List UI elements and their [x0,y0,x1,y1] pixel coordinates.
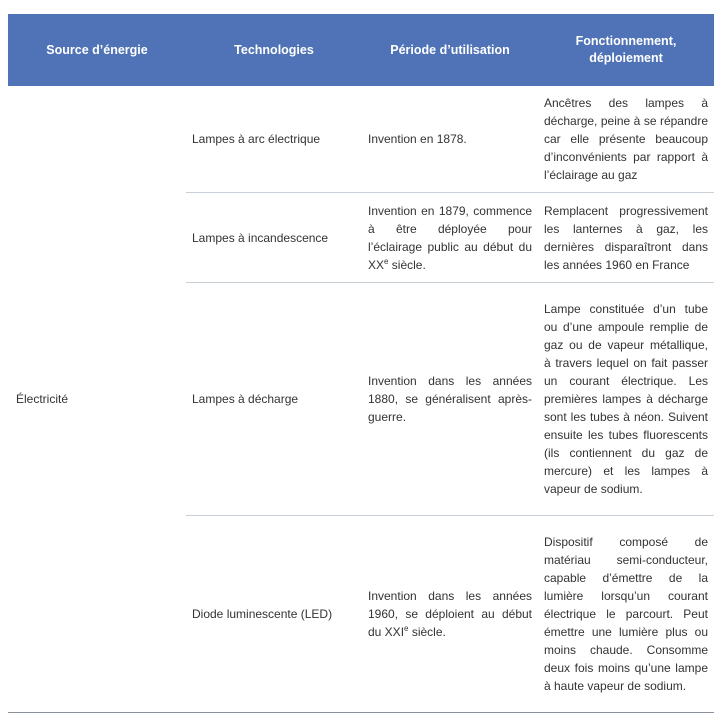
description-cell: Dispositif composé de matériau semi-conducteur, capable d’émettre de la lumière lorsqu’un courant électrique le parcourt. Peut émettre une lumière plus ou moins chaude. Consomme deux fois moins qu’une lampe à haute vapeur de sodium. [538,516,714,713]
period-text-end: siècle. [408,625,446,639]
technology-cell: Diode luminescente (LED) [186,516,362,713]
header-period: Période d’utilisation [362,14,538,86]
technology-cell: Lampes à décharge [186,283,362,516]
period-text: Invention dans les années 1960, se déploient au début du XXI [368,589,532,639]
period-superscript: e [404,624,409,633]
period-cell [362,193,538,283]
period-text: Invention en 1879, commence à être déployée pour l’éclairage public au début du XX [368,203,532,272]
period-cell: Invention en 1878. [362,86,538,193]
header-source: Source d’énergie [8,14,186,86]
header-operation [538,14,714,86]
description-cell: Lampe constituée d’un tube ou d’une ampoule remplie de gaz ou de vapeur métallique, à travers lequel on fait passer un courant électrique. Les premières lampes à décharge sont les tubes à néon. Suivent ensuite les tubes fluorescents (ils contiennent du gaz de mercure) et les lampes à vapeur de sodium. [538,283,714,516]
header-operation-line1: Fonctionnement, [575,34,677,48]
table-row [8,86,714,193]
description-cell: Remplacent progressivement les lanternes à gaz, les dernières disparaîtront dans les années 1960 en France [538,193,714,283]
technology-cell: Lampes à arc électrique [186,86,362,193]
source-cell: Électricité [8,86,186,713]
technology-cell: Lampes à incandescence [186,193,362,283]
period-cell [362,516,538,713]
lighting-technologies-table [8,14,714,713]
description-cell: Ancêtres des lampes à décharge, peine à se répandre car elle présente beaucoup d’inconvénients par rapport à l’éclairage au gaz [538,86,714,193]
period-text-end: siècle. [388,257,426,272]
header-row [8,14,714,86]
header-technologies: Technologies [186,14,362,86]
header-operation-line2: déploiement [589,51,663,65]
period-cell: Invention dans les années 1880, se généralisent après-guerre. [362,283,538,516]
period-superscript: e [384,256,389,266]
